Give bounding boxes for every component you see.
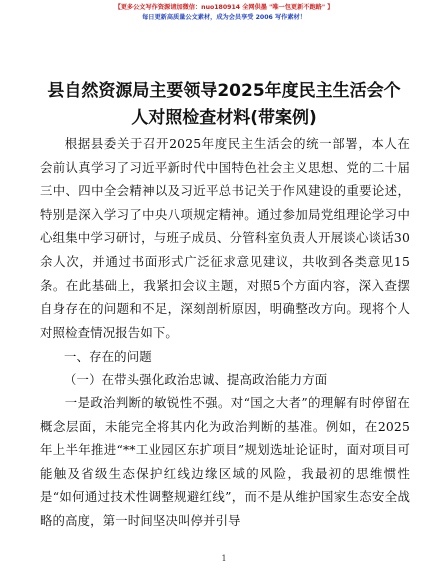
document-title: 县自然资源局主要领导2025年度民主生活会个人对照检查材料(带案例): [47, 81, 401, 128]
subsection-heading: （一）在带头强化政治忠诚、提高政治能力方面: [64, 372, 328, 387]
promo-banner-line-1: 【更多公文写作资源请加微信：nuo180914 全网供墨 "唯一包更新不跑路" 】: [114, 4, 334, 11]
promo-banner-line-2: 每日更新高质量公文素材，成为会员享受 2006 写作素材！: [142, 14, 306, 21]
intro-paragraph: 根据县委关于召开2025年度民主生活会的统一部署，本人在会前认真学习了习近平新时代中国特色社会主义思想、党的二十届三中、四中全会精神以及习近平总书记关于作风建设的重要论述，特别是深入学习了中央八项规定精神。通过参加局党组理论学习中心组集中学习研讨，与班子成员、分管科室负责人开展谈心谈话30余人次，并通过书面形式广泛征求意见建议，共收到各类意见15条。在此基础上，我紧扣会议主题，对照5个方面内容，深入查摆自身存在的问题和不足，深刻剖析原因，明确整改方向。现将个人对照检查情况报告如下。: [40, 136, 410, 340]
section-heading: 一、存在的问题: [64, 349, 152, 364]
body-paragraph: 一是政治判断的敏锐性不强。对“国之大者”的理解有时停留在概念层面，未能完全将其内化为政治判断的基准。例如，在2025年上半年推进“**工业园区东扩项目”规划选址论证时，面对项目可能触及省级生态保护红线边缘区域的风险，我最初的思维惯性是“如何通过技术性调整规避红线”，而不是从维护国家生态安全战略的高度，第一时间坚决叫停并引导: [40, 395, 410, 528]
page-number: 1: [221, 554, 227, 563]
